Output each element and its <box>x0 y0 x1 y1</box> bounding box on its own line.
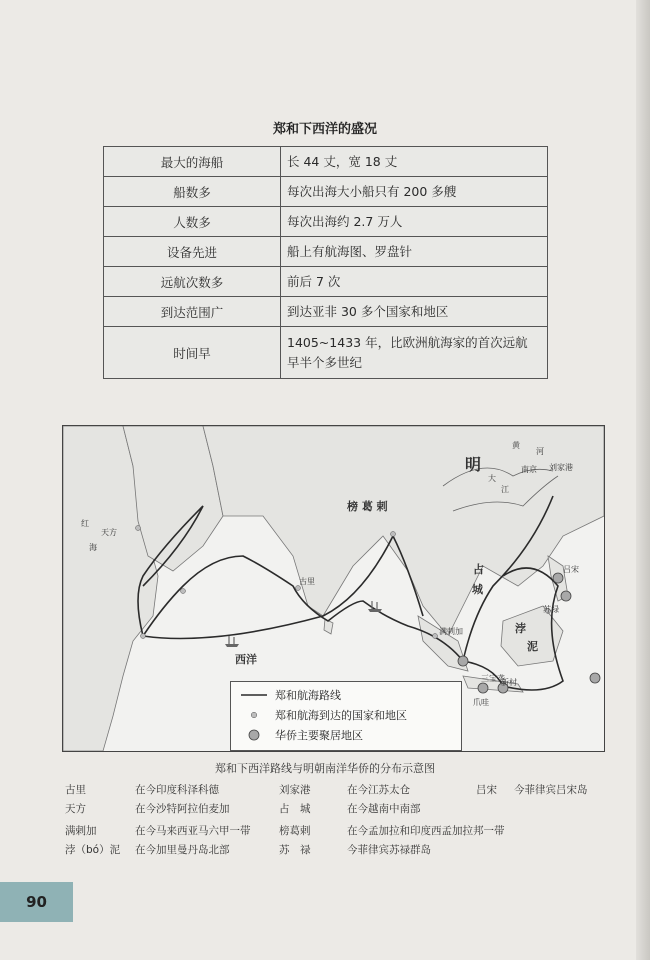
glossary-term: 古里 <box>65 784 86 796</box>
map-label-ming: 明 <box>465 455 482 474</box>
map-label-xiyang: 西洋 <box>235 653 257 666</box>
map-label-ni: 泥 <box>527 640 538 653</box>
map-label-bo: 浡 <box>515 622 526 635</box>
large-circle-icon <box>239 726 269 744</box>
glossary-term: 榜葛剌 <box>279 825 311 837</box>
glossary-desc: 今菲律宾苏禄群岛 <box>347 844 431 856</box>
table-row <box>104 297 548 327</box>
map-label-hai: 海 <box>89 543 97 552</box>
route-line-icon <box>239 686 269 704</box>
row-value-line2: 早半个多世纪 <box>287 354 363 370</box>
glossary-desc: 在今孟加拉和印度西孟加拉邦一带 <box>347 825 505 837</box>
map-label-sulu: 苏禄 <box>543 605 559 614</box>
glossary-term: 占 城 <box>279 803 311 815</box>
map-label-da: 大 <box>488 474 496 483</box>
glossary-term: 满剌加 <box>65 825 97 837</box>
map-label-manlajia: 满剌加 <box>439 627 463 636</box>
row-value: 长 44 丈，宽 18 丈 <box>281 147 548 177</box>
glossary-term: 天方 <box>65 803 86 815</box>
row-key: 时间早 <box>104 327 281 379</box>
legend-label: 华侨主要聚居地区 <box>275 729 363 742</box>
map-label-huang: 黄 <box>512 441 520 450</box>
map-label-he: 河 <box>536 447 544 456</box>
map-label-liujiagang: 刘家港 <box>549 463 573 472</box>
row-value: 每次出海大小船只有 200 多艘 <box>281 177 548 207</box>
row-value <box>281 327 548 379</box>
legend-item <box>239 686 341 704</box>
row-key: 最大的海船 <box>104 147 281 177</box>
row-key: 到达范围广 <box>104 297 281 327</box>
legend-label: 郑和航海到达的国家和地区 <box>275 709 407 722</box>
map-label-sanbaolong: 三宝垄 <box>481 674 505 683</box>
voyage-info-table <box>103 146 548 379</box>
map-label-jiang: 江 <box>501 485 509 494</box>
table-row <box>104 177 548 207</box>
small-dot-icon <box>239 706 269 724</box>
ship-icon <box>225 636 239 647</box>
voyage-map <box>62 425 605 752</box>
map-label-cheng: 城 <box>472 583 483 596</box>
glossary-term: 刘家港 <box>279 784 311 796</box>
glossary-desc: 在今沙特阿拉伯麦加 <box>135 803 230 815</box>
legend-item <box>239 726 363 744</box>
map-label-xincun: 新村 <box>501 678 517 687</box>
row-value: 前后 7 次 <box>281 267 548 297</box>
glossary-desc: 在今江苏太仓 <box>347 784 410 796</box>
map-label-lvsong: 吕宋 <box>563 565 579 574</box>
map-label-guli: 古里 <box>299 577 315 586</box>
legend-label: 郑和航海路线 <box>275 689 341 702</box>
map-label-zhan: 占 <box>473 563 484 576</box>
map-label-zhaowa: 爪哇 <box>473 698 489 707</box>
row-value: 船上有航海图、罗盘针 <box>281 237 548 267</box>
row-value: 每次出海约 2.7 万人 <box>281 207 548 237</box>
row-key: 船数多 <box>104 177 281 207</box>
map-label-tianfang: 天方 <box>101 528 117 537</box>
table-row <box>104 327 548 379</box>
glossary-desc: 在今加里曼丹岛北部 <box>135 844 230 856</box>
table-row <box>104 267 548 297</box>
table-row <box>104 207 548 237</box>
map-caption: 郑和下西洋路线与明朝南洋华侨的分布示意图 <box>215 762 435 775</box>
row-key: 设备先进 <box>104 237 281 267</box>
row-key: 人数多 <box>104 207 281 237</box>
table-row <box>104 147 548 177</box>
glossary-desc: 在今越南中南部 <box>347 803 421 815</box>
glossary-desc: 今菲律宾吕宋岛 <box>514 784 588 796</box>
book-spine-shadow <box>636 0 650 960</box>
glossary-desc: 在今马来西亚马六甲一带 <box>135 825 251 837</box>
table-title: 郑和下西洋的盛况 <box>272 122 377 137</box>
glossary-term: 浡（bó）泥 <box>65 844 121 856</box>
glossary-desc: 在今印度科泽科德 <box>135 784 219 796</box>
borneo-island <box>501 606 563 666</box>
row-value-line1: 1405~1433 年，比欧洲航海家的首次远航 <box>287 334 528 350</box>
map-label-nanjing: 南京 <box>521 465 537 474</box>
row-value: 到达亚非 30 多个国家和地区 <box>281 297 548 327</box>
map-label-hong: 红 <box>81 519 89 528</box>
row-key: 远航次数多 <box>104 267 281 297</box>
glossary-term: 吕宋 <box>476 784 497 796</box>
map-legend <box>230 681 462 751</box>
map-label-bangela: 榜 葛 剌 <box>347 500 388 513</box>
table-row <box>104 237 548 267</box>
legend-item <box>239 706 407 724</box>
glossary-term: 苏 禄 <box>279 844 311 856</box>
page-number: 90 <box>0 882 73 922</box>
